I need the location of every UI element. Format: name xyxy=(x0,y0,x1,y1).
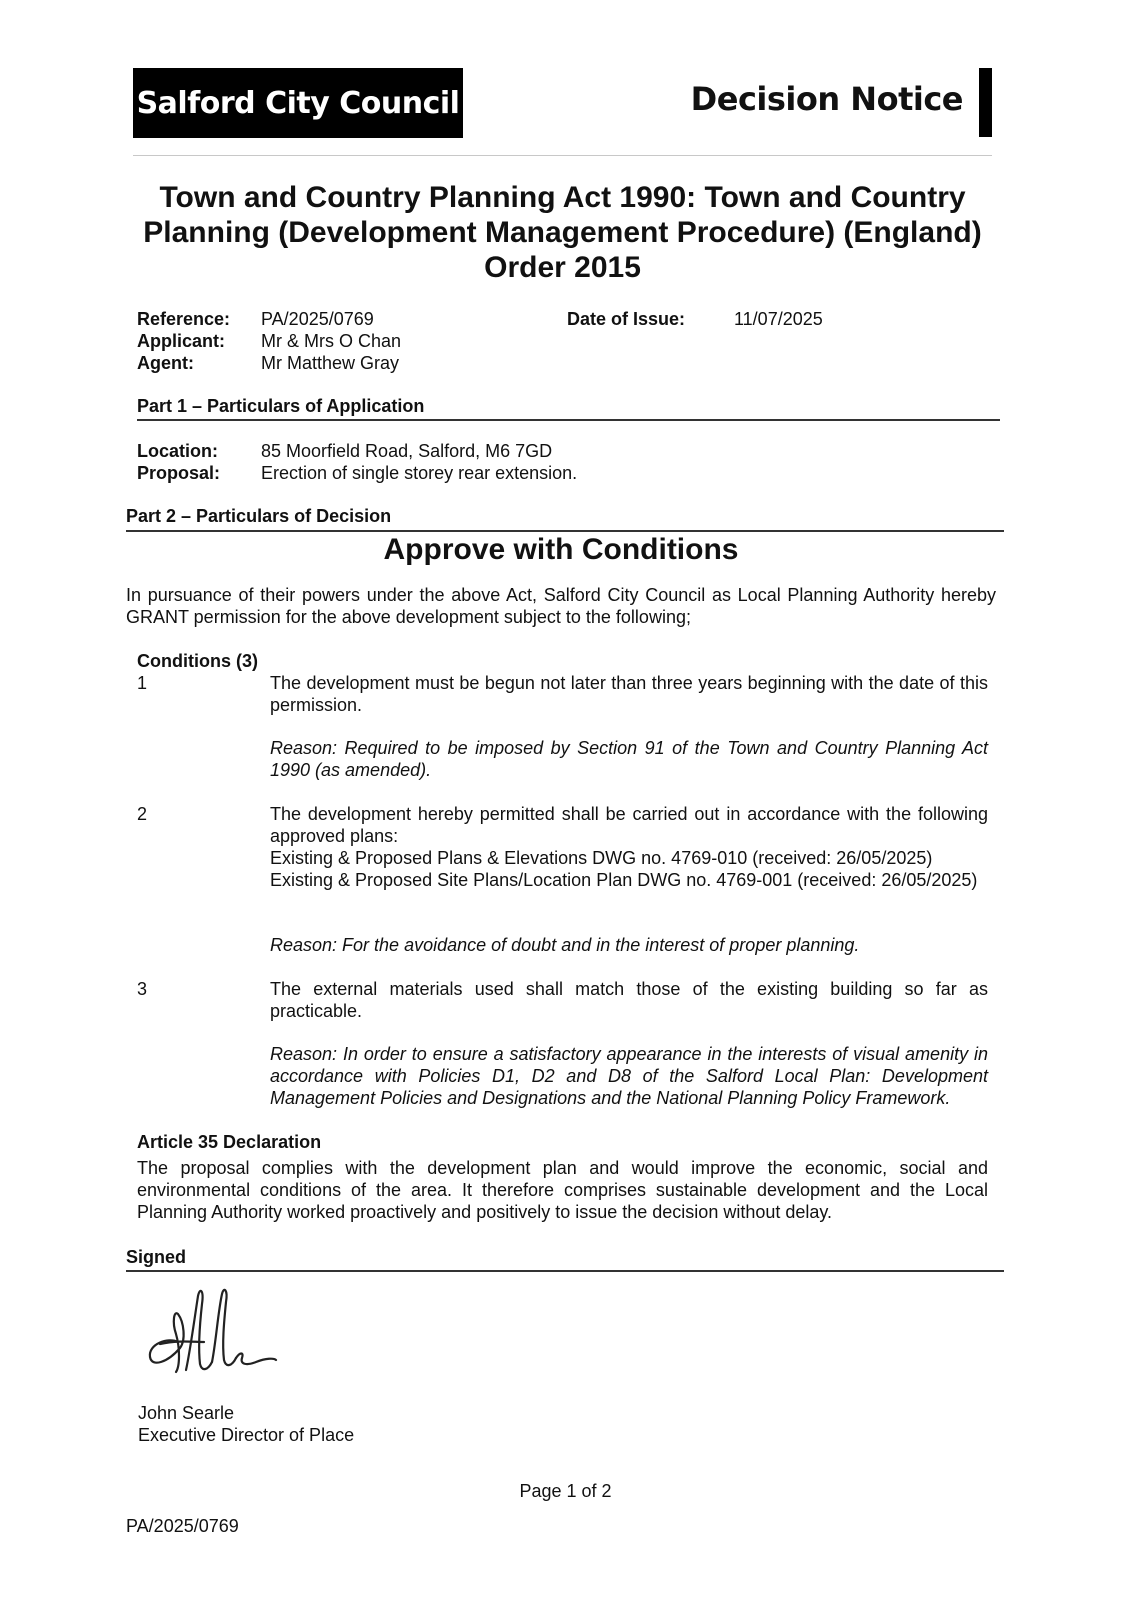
date-of-issue-value: 11/07/2025 xyxy=(734,309,823,329)
condition-3-number: 3 xyxy=(137,979,148,999)
footer-reference: PA/2025/0769 xyxy=(126,1516,239,1536)
article35-text: The proposal complies with the development plan and would improve the economic, social and environmental conditions of the area. It therefore comprises sustainable development and the Local Planning Authority worked proactively and positively to issue the decision without delay. xyxy=(137,1158,988,1222)
signatory-name: John Searle xyxy=(138,1403,235,1423)
signed-heading: Signed xyxy=(126,1247,187,1267)
article35-heading: Article 35 Declaration xyxy=(137,1132,322,1152)
document-title: Town and Country Planning Act 1990: Town and Country Planning (Development Management Procedure) (England) Order 2015 xyxy=(143,181,982,284)
header-divider xyxy=(133,155,992,156)
condition-2-text: The development hereby permitted shall be carried out in accordance with the following approved plans: xyxy=(270,804,988,846)
condition-2-reason: Reason: For the avoidance of doubt and in the interest of proper planning. xyxy=(270,935,860,955)
grant-statement: In pursuance of their powers under the above Act, Salford City Council as Local Planning Authority hereby GRANT permission for the above development subject to the following; xyxy=(126,585,996,627)
notice-title: Decision Notice xyxy=(690,80,963,118)
applicant-label: Applicant: xyxy=(137,331,225,351)
notice-title-bar xyxy=(979,68,992,137)
location-label: Location: xyxy=(137,441,218,461)
proposal-label: Proposal: xyxy=(137,463,221,483)
council-logo: Salford City Council xyxy=(133,68,463,138)
location-value: 85 Moorfield Road, Salford, M6 7GD xyxy=(261,441,553,461)
reference-label: Reference: xyxy=(137,309,231,329)
part1-divider xyxy=(137,419,1000,421)
decision-outcome: Approve with Conditions xyxy=(383,533,739,566)
part1-heading: Part 1 – Particulars of Application xyxy=(137,396,425,416)
reference-value: PA/2025/0769 xyxy=(261,309,374,329)
signed-divider xyxy=(126,1270,1004,1272)
conditions-heading: Conditions (3) xyxy=(137,651,258,671)
page-number: Page 1 of 2 xyxy=(519,1481,612,1501)
proposal-value: Erection of single storey rear extension. xyxy=(261,463,578,483)
condition-1-reason: Reason: Required to be imposed by Section 91 of the Town and Country Planning Act 1990 (as amended). xyxy=(270,738,988,780)
condition-3-reason: Reason: In order to ensure a satisfactory appearance in the interests of visual amenity in accordance with Policies D1, D2 and D8 of the Salford Local Plan: Development Management Policies and Designations and the National Planning Policy Framework. xyxy=(270,1044,988,1108)
condition-1-text: The development must be begun not later than three years beginning with the date of this permission. xyxy=(270,673,988,715)
part2-heading: Part 2 – Particulars of Decision xyxy=(126,506,392,526)
agent-value: Mr Matthew Gray xyxy=(261,353,400,373)
applicant-value: Mr & Mrs O Chan xyxy=(261,331,402,351)
signatory-position: Executive Director of Place xyxy=(138,1425,355,1445)
condition-2-number: 2 xyxy=(137,804,148,824)
date-of-issue-label: Date of Issue: xyxy=(567,309,686,329)
signature-image xyxy=(138,1282,288,1378)
condition-1-number: 1 xyxy=(137,673,148,693)
condition-3-text: The external materials used shall match those of the existing building so far as practicable. xyxy=(270,979,988,1021)
condition-2-plan-2: Existing & Proposed Site Plans/Location Plan DWG no. 4769-001 (received: 26/05/2025) xyxy=(270,870,978,890)
agent-label: Agent: xyxy=(137,353,194,373)
condition-2-plan-1: Existing & Proposed Plans & Elevations DWG no. 4769-010 (received: 26/05/2025) xyxy=(270,848,933,868)
